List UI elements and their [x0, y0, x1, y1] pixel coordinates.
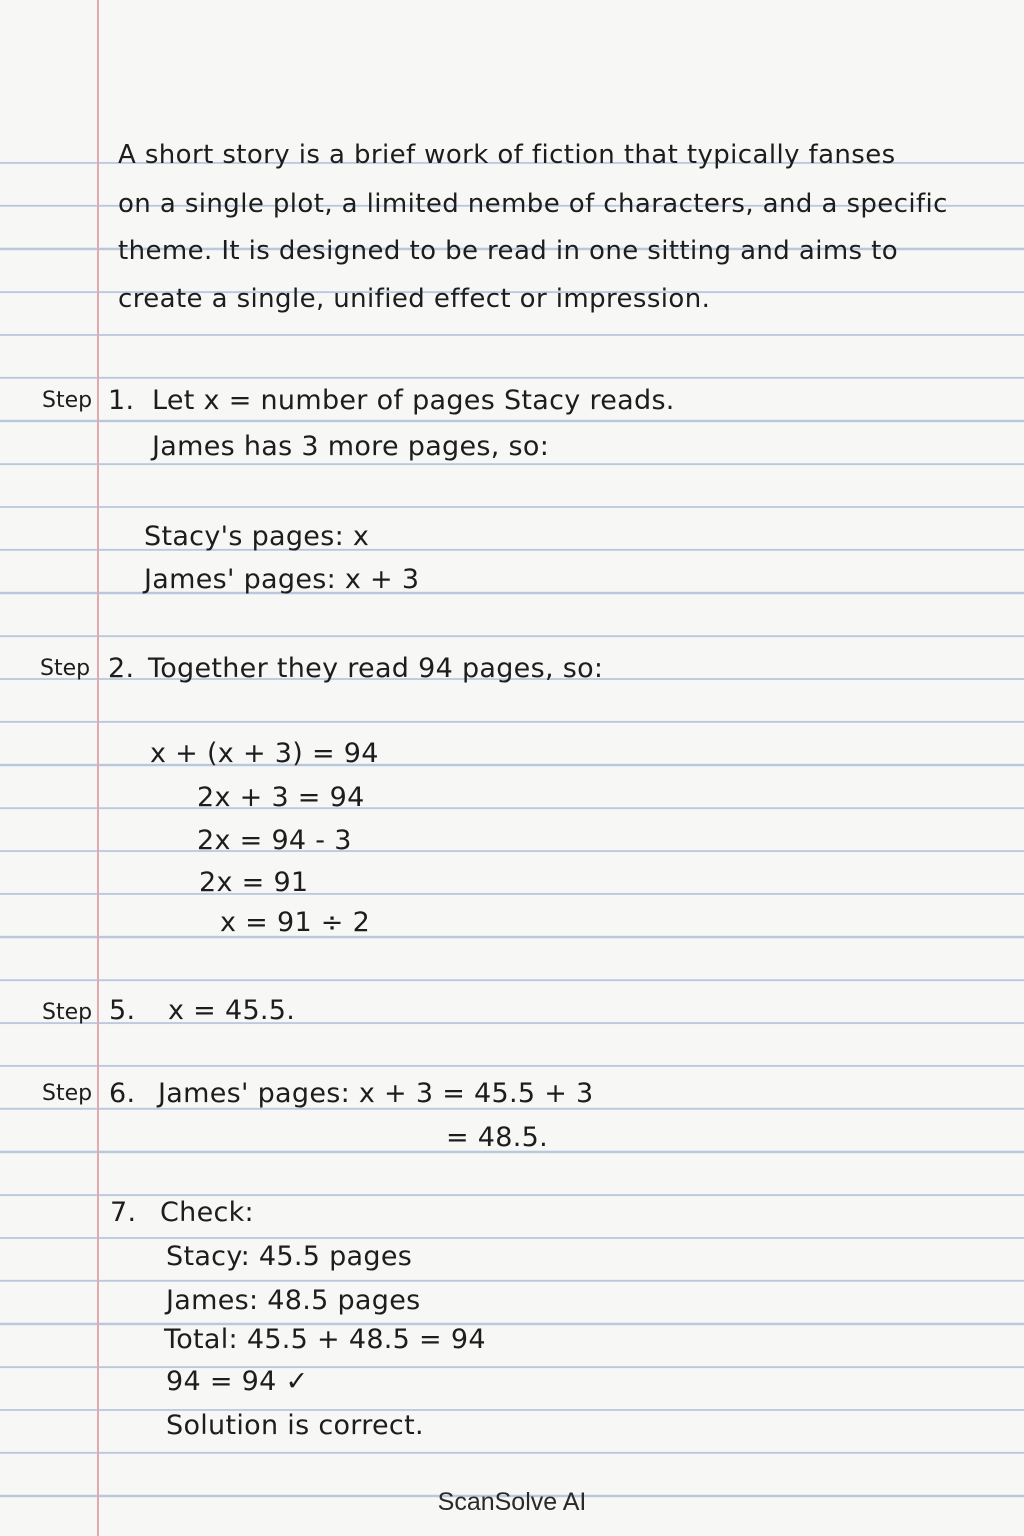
step-line: James has 3 more pages, so:	[152, 431, 550, 462]
step-number: 2.	[108, 653, 135, 684]
paragraph-line: on a single plot, a limited nembe of characters, and a specific	[118, 189, 948, 219]
footer-brand: ScanSolve AI	[437, 1488, 587, 1516]
step-line: = 48.5.	[446, 1122, 549, 1153]
step-number: 6.	[109, 1078, 136, 1109]
step-line: James' pages: x + 3 = 45.5 + 3	[158, 1078, 594, 1109]
step-line: Check:	[160, 1197, 254, 1228]
step-label: Step	[42, 1081, 93, 1106]
step-number: 7.	[110, 1197, 137, 1228]
check-line: Stacy: 45.5 pages	[166, 1241, 413, 1272]
step-label: Step	[42, 388, 93, 413]
step-line: x = 45.5.	[168, 995, 296, 1026]
equation-line: 2x = 94 - 3	[197, 825, 352, 856]
step-label: Step	[40, 656, 91, 681]
equation-line: x + (x + 3) = 94	[150, 738, 379, 769]
paper-top-margin	[0, 0, 1024, 120]
check-line: James: 48.5 pages	[166, 1285, 421, 1316]
step-number: 5.	[109, 995, 136, 1026]
check-line: 94 = 94 ✓	[166, 1366, 309, 1397]
equation-line: 2x = 91	[199, 867, 309, 898]
step-label: Step	[42, 1000, 93, 1025]
equation-line: 2x + 3 = 94	[197, 782, 365, 813]
equation-line: x = 91 ÷ 2	[220, 907, 371, 938]
check-line: Total: 45.5 + 48.5 = 94	[164, 1324, 486, 1355]
step-line: Together they read 94 pages, so:	[148, 653, 604, 684]
step-number: 1.	[108, 385, 135, 416]
paragraph-line: create a single, unified effect or impression.	[118, 284, 711, 314]
step-line: Let x = number of pages Stacy reads.	[152, 385, 675, 416]
margin-line	[97, 0, 99, 1536]
paragraph-line: A short story is a brief work of fiction that typically fanses	[118, 140, 896, 170]
check-line: Solution is correct.	[166, 1410, 424, 1441]
work-line: James' pages: x + 3	[144, 564, 420, 595]
paragraph-line: theme. It is designed to be read in one sitting and aims to	[118, 236, 899, 266]
work-line: Stacy's pages: x	[144, 521, 370, 552]
